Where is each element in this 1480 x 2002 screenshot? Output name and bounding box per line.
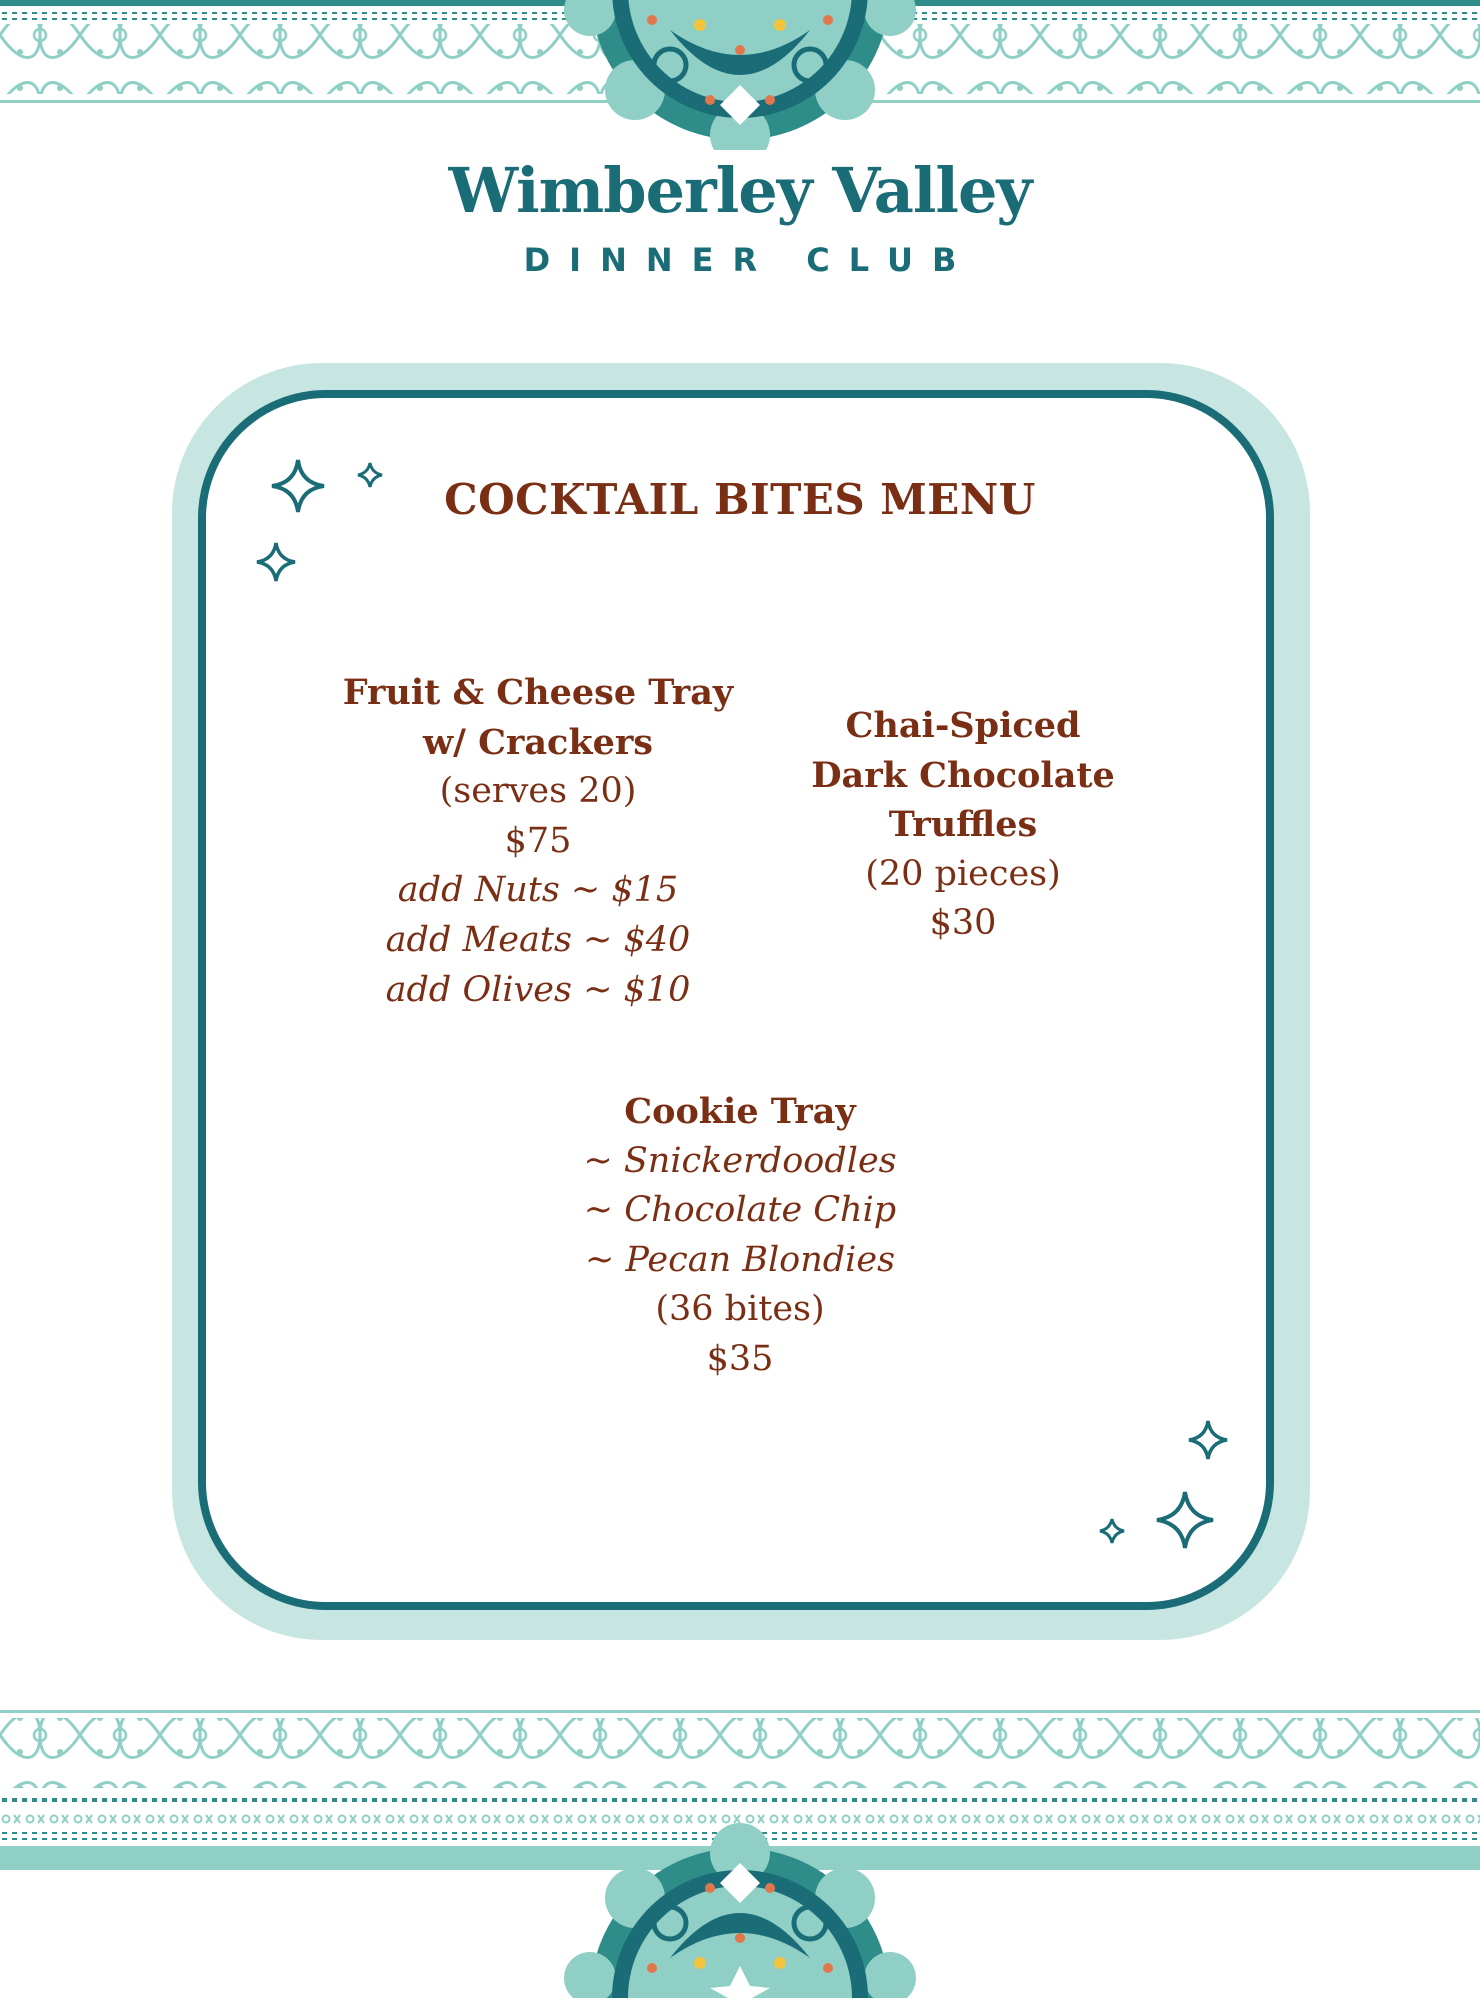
item-name: Fruit & Cheese Tray bbox=[342, 672, 734, 713]
item-name: Truffles bbox=[888, 804, 1038, 846]
mandala-medallion-icon bbox=[560, 1678, 920, 2002]
item-serving: (20 pieces) bbox=[865, 853, 1061, 894]
item-variety: ~ Pecan Blondies bbox=[584, 1239, 896, 1280]
item-addon: add Olives ~ $10 bbox=[385, 969, 691, 1010]
item-name: Chai-Spiced bbox=[845, 705, 1081, 746]
menu-item-truffles bbox=[763, 701, 1163, 949]
item-price: $35 bbox=[706, 1338, 774, 1379]
menu-title: COCKTAIL BITES MENU bbox=[444, 475, 1036, 524]
sparkle-icon bbox=[1097, 1516, 1127, 1546]
item-serving: (serves 20) bbox=[439, 771, 637, 812]
item-name: Cookie Tray bbox=[624, 1091, 856, 1132]
brand-subtitle: DINNER CLUB bbox=[523, 241, 976, 279]
brand-logo bbox=[0, 154, 1480, 279]
menu-item-fruit-cheese bbox=[318, 668, 758, 1015]
item-price: $30 bbox=[929, 903, 997, 944]
item-name: w/ Crackers bbox=[422, 721, 654, 763]
sparkle-icon bbox=[1186, 1418, 1230, 1462]
sparkle-icon bbox=[1153, 1488, 1217, 1552]
item-addon: add Nuts ~ $15 bbox=[397, 870, 679, 911]
item-price: $75 bbox=[504, 820, 572, 861]
menu-item-cookie-tray bbox=[520, 1087, 960, 1385]
item-variety: ~ Snickerdoodles bbox=[583, 1140, 897, 1181]
mandala-medallion-icon bbox=[560, 0, 920, 154]
item-variety: ~ Chocolate Chip bbox=[583, 1190, 897, 1231]
item-name: Dark Chocolate bbox=[811, 754, 1115, 796]
sparkle-icon bbox=[254, 540, 298, 584]
item-addon: add Meats ~ $40 bbox=[385, 919, 691, 960]
item-serving: (36 bites) bbox=[655, 1289, 825, 1330]
brand-name: Wimberley Valley bbox=[448, 154, 1032, 227]
